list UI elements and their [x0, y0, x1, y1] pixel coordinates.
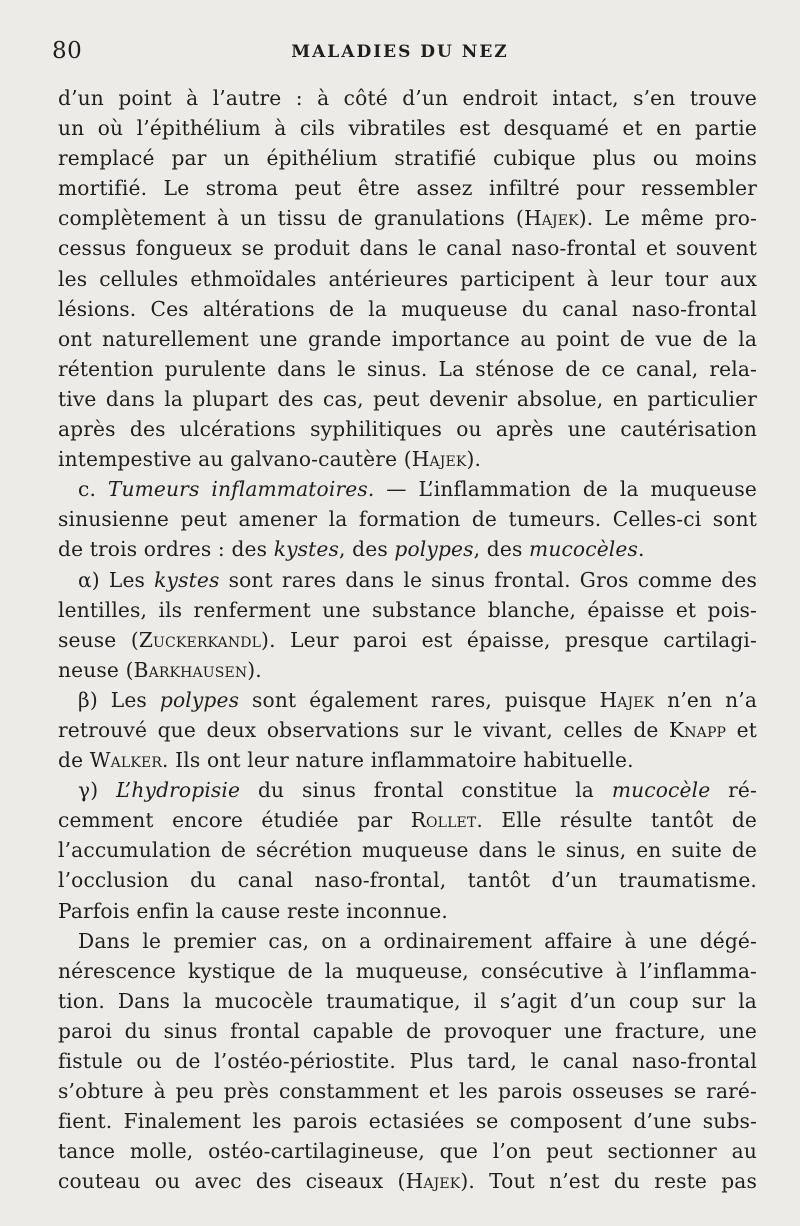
text-segment: cessus fongueux se produit dans le canal naso-frontal et souvent	[58, 236, 757, 261]
text-line	[58, 805, 757, 835]
text-line	[58, 474, 757, 504]
text-segment: ).	[466, 447, 482, 472]
text-segment: nérescence kystique de la muqueuse, consécutive à l’inflamma-	[58, 958, 757, 983]
text-line	[58, 534, 757, 564]
text-segment: couteau ou avec des ciseaux (	[58, 1169, 406, 1194]
text-line	[58, 1166, 757, 1196]
text-segment: l’occlusion du canal naso-frontal, tantôt d’un traumatisme.	[58, 868, 757, 893]
text-line	[58, 685, 757, 715]
text-line	[58, 715, 757, 745]
text-segment: paroi du sinus frontal capable de provoquer une fracture, une	[58, 1018, 757, 1043]
text-segment: lentilles, ils renferment une substance blanche, épaisse et pois-	[58, 597, 757, 622]
text-segment: Parfois enfin la cause reste inconnue.	[58, 898, 448, 923]
text-line	[58, 233, 757, 263]
text-segment: tance molle, ostéo-cartilagineuse, que l’on peut sectionner au	[58, 1139, 757, 1164]
text-line	[58, 865, 757, 895]
author-name: Barkhausen	[133, 657, 248, 682]
text-segment: — L’inflammation de la muqueuse	[374, 477, 757, 502]
text-line	[58, 113, 757, 143]
text-line	[58, 504, 757, 534]
text-segment: seuse (	[58, 627, 139, 652]
author-name: Walker	[89, 748, 163, 773]
text-line	[58, 264, 757, 294]
text-segment: ré-	[710, 778, 757, 803]
text-segment: retrouvé que deux observations sur le vivant, celles de	[58, 717, 670, 742]
text-segment: ). Leur paroi est épaisse, presque cartilagi-	[261, 627, 758, 652]
italic-term: mucocèle	[611, 778, 711, 803]
italic-term: kystes	[273, 537, 340, 562]
text-line	[58, 986, 757, 1016]
italic-term: mucocèles	[529, 537, 639, 562]
text-line	[58, 203, 757, 233]
text-segment: γ)	[78, 778, 117, 803]
author-name: Zuckerkandl	[138, 627, 262, 652]
text-line	[58, 1016, 757, 1046]
text-segment: remplacé par un épithélium stratifié cubique plus ou moins	[58, 146, 757, 171]
text-line	[58, 595, 757, 625]
author-name: Hajek	[405, 1169, 461, 1194]
author-name: Rollet	[410, 808, 477, 833]
text-line	[58, 1046, 757, 1076]
text-line	[58, 384, 757, 414]
italic-term: polypes	[159, 687, 240, 712]
text-line	[58, 444, 757, 474]
text-line	[58, 835, 757, 865]
text-line	[58, 956, 757, 986]
text-line	[58, 565, 757, 595]
text-line	[58, 414, 757, 444]
text-line	[58, 173, 757, 203]
text-segment: tive dans la plupart des cas, peut devenir absolue, en particulier	[58, 386, 757, 411]
text-line	[58, 354, 757, 384]
text-segment: . Ils ont leur nature inflammatoire habituelle.	[162, 748, 634, 773]
body-text	[58, 83, 757, 1196]
text-segment: sinusienne peut amener la formation de tumeurs. Celles-ci sont	[58, 507, 757, 532]
italic-term: L’hydropisie	[116, 778, 241, 803]
text-segment: rétention purulente dans le sinus. La sténose de ce canal, rela-	[58, 356, 757, 381]
text-segment: .	[638, 537, 645, 562]
text-segment: Dans le premier cas, on a ordinairement affaire à une dégé-	[78, 928, 757, 953]
text-segment: sont également rares, puisque	[239, 687, 600, 712]
text-segment: un où l’épithélium à cils vibratiles est desquamé et en partie	[58, 116, 757, 141]
text-segment: et	[726, 717, 757, 742]
text-segment: n’en n’a	[654, 687, 758, 712]
text-segment: cemment encore étudiée par	[58, 808, 411, 833]
text-line	[58, 745, 757, 775]
text-line	[58, 324, 757, 354]
text-segment: de	[58, 748, 90, 773]
text-segment: complètement à un tissu de granulations (	[58, 206, 524, 231]
text-segment: lésions. Ces altérations de la muqueuse du canal naso-frontal	[58, 296, 757, 321]
text-segment: mortifié. Le stroma peut être assez infiltré pour ressembler	[58, 176, 757, 201]
text-line	[58, 1076, 757, 1106]
text-segment: ).	[247, 657, 262, 682]
text-segment: d’un point à l’autre : à côté d’un endroit intact, s’en trouve	[58, 86, 757, 110]
text-line	[58, 926, 757, 956]
text-line	[58, 83, 757, 113]
text-segment: . Elle résulte tantôt de	[476, 808, 757, 833]
italic-term: polypes	[394, 537, 474, 562]
text-segment: l’accumulation de sécrétion muqueuse dans le sinus, en suite de	[58, 838, 757, 863]
running-title: MALADIES DU NEZ	[291, 42, 509, 62]
italic-term: kystes	[154, 567, 220, 592]
text-segment: ). Le même pro-	[578, 206, 758, 231]
text-line	[58, 294, 757, 324]
page-number: 80	[52, 38, 83, 64]
text-line	[58, 1106, 757, 1136]
text-segment: c.	[78, 477, 108, 502]
author-name: Hajek	[599, 687, 655, 712]
text-line	[58, 655, 757, 685]
text-segment: , des	[473, 537, 530, 562]
author-name: Knapp	[669, 717, 727, 742]
text-segment: α) Les	[78, 567, 155, 592]
text-segment: tion. Dans la mucocèle traumatique, il s’agit d’un coup sur la	[58, 988, 757, 1013]
text-line	[58, 1136, 757, 1166]
text-segment: β) Les	[78, 687, 160, 712]
text-segment: sont rares dans le sinus frontal. Gros comme des	[219, 567, 757, 592]
text-segment: les cellules ethmoïdales antérieures participent à leur tour aux	[58, 266, 757, 291]
text-segment: neuse (	[58, 657, 134, 682]
text-line	[58, 143, 757, 173]
text-segment: fient. Finalement les parois ectasiées se composent d’une subs-	[58, 1109, 757, 1134]
text-line	[58, 775, 757, 805]
italic-term: Tumeurs inflammatoires.	[107, 477, 375, 502]
text-line	[58, 625, 757, 655]
text-line	[58, 896, 757, 926]
text-segment: s’obture à peu près constamment et les parois osseuses se raré-	[58, 1079, 757, 1104]
text-segment: fistule ou de l’ostéo-périostite. Plus tard, le canal naso-frontal	[58, 1049, 757, 1073]
text-segment: , des	[339, 537, 395, 562]
author-name: Hajek	[411, 447, 467, 472]
text-segment: après des ulcérations syphilitiques ou après une cautérisation	[58, 417, 757, 442]
text-segment: intempestive au galvano-cautère (	[58, 447, 412, 472]
text-segment: ). Tout n’est du reste pas	[460, 1169, 757, 1194]
running-head	[0, 38, 800, 68]
text-segment: ont naturellement une grande importance au point de vue de la	[58, 326, 757, 351]
text-segment: du sinus frontal constitue la	[240, 778, 612, 803]
author-name: Hajek	[523, 206, 579, 231]
text-segment: de trois ordres : des	[58, 537, 274, 562]
